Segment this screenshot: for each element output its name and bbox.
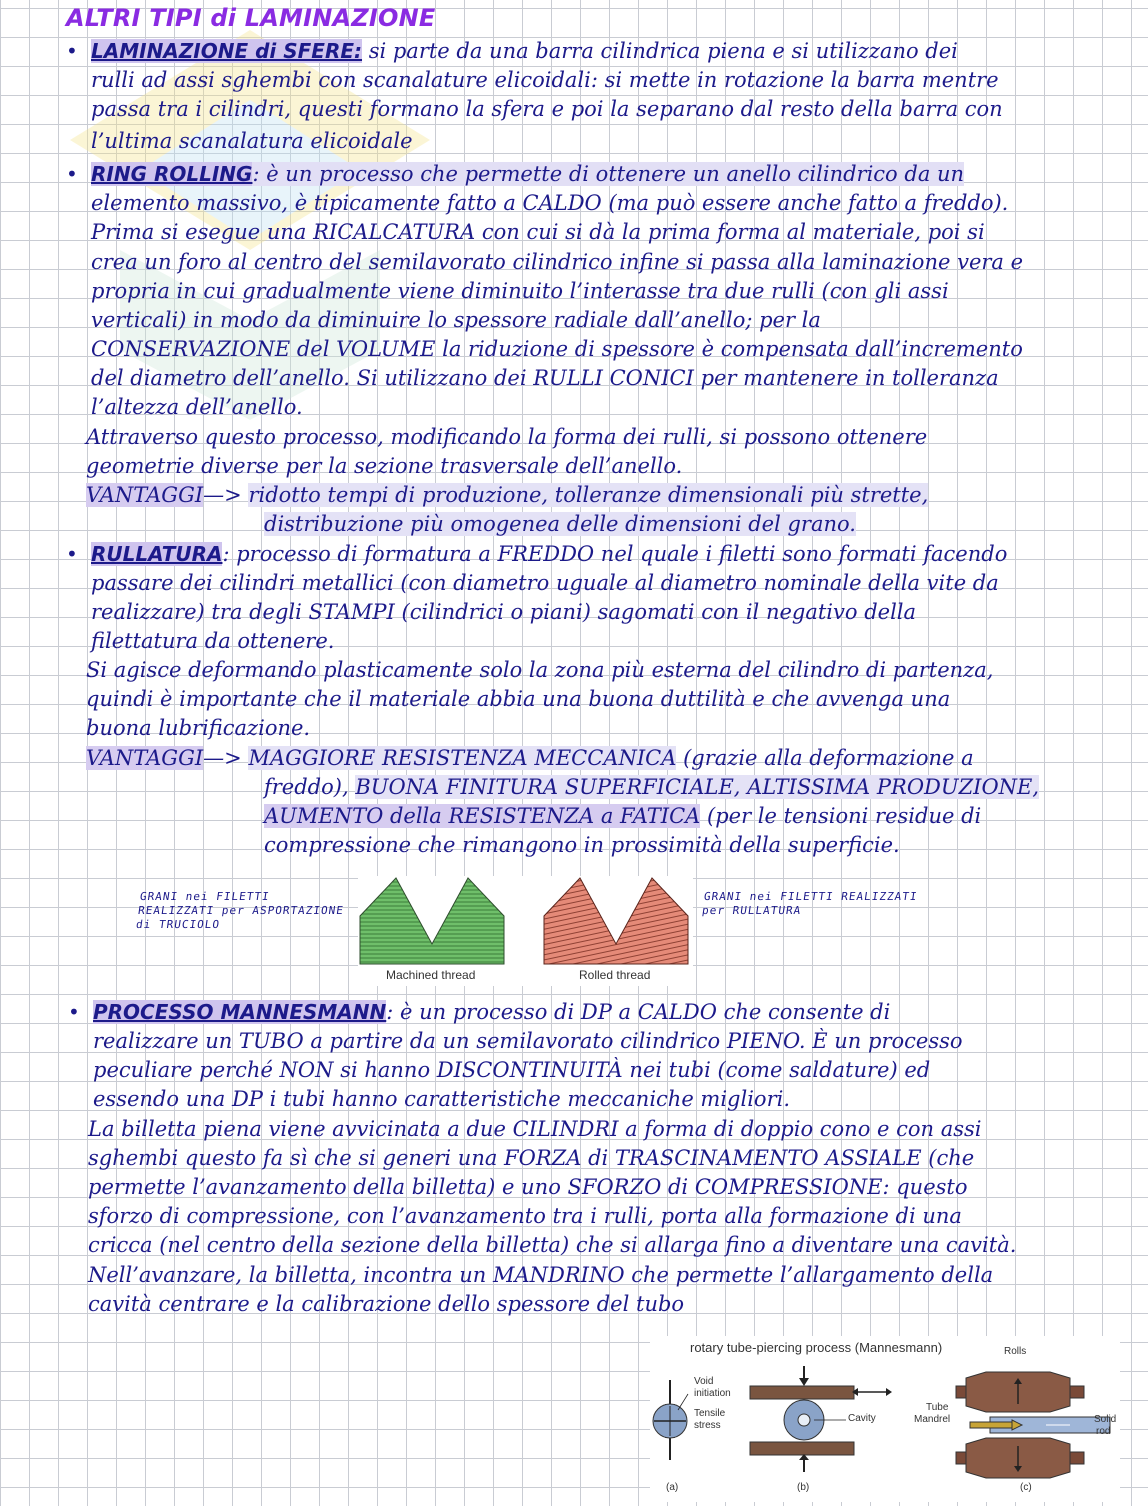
bullet: • (66, 542, 78, 566)
caption-machined-thread: Machined thread (386, 968, 476, 982)
term-ring-rolling: RING ROLLING (91, 162, 253, 186)
text-line: sforzo di compressione, con l’avanzamento tra i rulli, porta alla formazione di una (88, 1204, 962, 1228)
text: è un processo che permette di ottenere un anello cilindrico da un (259, 162, 965, 186)
text-line: crea un foro al centro del semilavorato cilindrico infine si passa alla laminazione vera e (91, 250, 1024, 274)
label-void: Void (694, 1376, 714, 1387)
label-c: (c) (1020, 1482, 1032, 1493)
diagram-b (746, 1366, 896, 1496)
text-line: l’ultima scanalatura elicoidale (91, 129, 413, 153)
bullet: • (68, 1000, 80, 1024)
bullet: • (66, 162, 78, 186)
text-line (264, 510, 856, 539)
text: ridotto tempi di produzione, tolleranze dimensionali più strette, (248, 483, 929, 507)
text-line: CONSERVAZIONE del VOLUME la riduzione di spessore è compensata dall’incremento (91, 337, 1023, 361)
arrow: —> (203, 746, 242, 770)
text-line: verticali) in modo da diminuire lo spessore radiale dall’anello; per la (91, 308, 821, 332)
note-line: GRANI nei FILETTI (139, 890, 271, 903)
text: processo di formatura a FREDDO nel quale i filetti sono formati facendo (229, 542, 1008, 566)
label-mandrel: Mandrel (914, 1414, 951, 1425)
text-line: propria in cui gradualmente viene diminuito l’interasse tra due rulli (con gli assi (91, 279, 949, 303)
text: MAGGIORE RESISTENZA MECCANICA (248, 746, 677, 770)
text: si parte da una barra cilindrica piena e si utilizzano dei (362, 39, 958, 63)
advantages-label: VANTAGGI (86, 483, 204, 507)
text-line (264, 802, 981, 831)
note-line: GRANI nei FILETTI REALIZZATI (703, 890, 919, 903)
text-line: Attraverso questo processo, modificando la forma dei rulli, si possono ottenere (86, 425, 928, 449)
text-line (91, 37, 958, 66)
text: (grazie alla deformazione a (676, 746, 974, 770)
rolled-thread-image (542, 876, 692, 966)
page-title: ALTRI TIPI di LAMINAZIONE (66, 4, 436, 32)
text-line: cricca (nel centro della sezione della billetta) che si allarga fino a diventare una cavità. (88, 1233, 1017, 1257)
text-line: quindi è importante che il materiale abbia una buona duttilità e che avvenga una (86, 687, 951, 711)
term-sfere: LAMINAZIONE di SFERE: (91, 39, 363, 63)
label-rolls: Rolls (1004, 1346, 1027, 1357)
term-mannesmann: PROCESSO MANNESMANN (93, 1000, 387, 1024)
diagram-c (950, 1358, 1120, 1498)
label-cavity: Cavity (848, 1413, 876, 1424)
text-line: l’altezza dell’anello. (91, 395, 303, 419)
text-line (264, 773, 1039, 802)
text-line: La billetta piena viene avvicinata a due CILINDRI a forma di doppio cono e con assi (88, 1117, 982, 1141)
text-line: Prima si esegue una RICALCATURA con cui si dà la prima forma al materiale, poi si (91, 220, 985, 244)
text: è un processo di DP a CALDO che consente di (393, 1000, 891, 1024)
text-line: cavità centrare e la calibrazione dello spessore del tubo (88, 1292, 685, 1316)
text: : (386, 1000, 394, 1024)
label-rod: rod (1096, 1426, 1111, 1437)
text-line: del diametro dell’anello. Si utilizzano dei RULLI CONICI per mantenere in tolleranza (91, 366, 999, 390)
advantages-label: VANTAGGI (86, 746, 204, 770)
caption-rolled-thread: Rolled thread (579, 968, 651, 982)
text: distribuzione più omogenea delle dimensioni del grano. (264, 512, 856, 536)
text: : (252, 162, 260, 186)
term-rullatura: RULLATURA (91, 542, 223, 566)
text-line: sghembi questo fa sì che si generi una FORZA di TRASCINAMENTO ASSIALE (che (88, 1146, 975, 1170)
label-initiation: initiation (694, 1388, 731, 1399)
text-line: passa tra i cilindri, questi formano la sfera e poi la separano dal resto della barra con (91, 97, 1003, 121)
label-b: (b) (797, 1482, 810, 1493)
text-line: rulli ad assi sghembi con scanalature elicoidali: si mette in rotazione la barra mentre (91, 68, 999, 92)
text: : (222, 542, 230, 566)
text-line (86, 744, 974, 773)
text-line: Si agisce deformando plasticamente solo la zona più esterna del cilindro di partenza, (86, 658, 994, 682)
label-a: (a) (666, 1482, 679, 1493)
diagram-title: rotary tube-piercing process (Mannesmann) (690, 1340, 943, 1355)
text-line: peculiare perché NON si hanno DISCONTINUITÀ nei tubi (come saldature) ed (93, 1058, 931, 1082)
thread-figure (358, 876, 693, 986)
handwritten-note-right (701, 890, 918, 918)
machined-thread-image (358, 876, 508, 966)
text: BUONA FINITURA SUPERFICIALE, ALTISSIMA PRODUZIONE, (355, 775, 1040, 799)
text-line (91, 540, 1007, 569)
arrow: —> (203, 483, 242, 507)
text-line: geometrie diverse per la sezione trasversale dell’anello. (86, 454, 683, 478)
text-line: filettatura da ottenere. (91, 629, 335, 653)
text-line: permette l’avanzamento della billetta) e uno SFORZO di COMPRESSIONE: questo (88, 1175, 968, 1199)
text-line: buona lubrificazione. (86, 716, 311, 740)
note-line: REALIZZATI per ASPORTAZIONE (137, 904, 345, 917)
bullet: • (66, 39, 78, 63)
note-line: per RULLATURA (701, 904, 803, 917)
text: (per le tensioni residue di (700, 804, 982, 828)
text-line (93, 998, 890, 1027)
label-tube: Tube (926, 1402, 949, 1413)
note-line: di TRUCIOLO (135, 918, 221, 931)
text: AUMENTO della RESISTENZA a FATICA (264, 804, 701, 828)
text-line: realizzare) tra degli STAMPI (cilindrici o piani) sagomati con il negativo della (91, 600, 917, 624)
label-tensile: Tensile (694, 1408, 726, 1419)
label-stress: stress (694, 1420, 721, 1431)
text-line: elemento massivo, è tipicamente fatto a CALDO (ma può essere anche fatto a freddo). (91, 191, 1009, 215)
text-line: Nell’avanzare, la billetta, incontra un MANDRINO che permette l’allargamento della (88, 1263, 994, 1287)
text-line (91, 160, 964, 189)
text-line: essendo una DP i tubi hanno caratteristiche meccaniche migliori. (93, 1087, 790, 1111)
label-solid: Solid (1094, 1414, 1117, 1425)
text-line (86, 481, 928, 510)
handwritten-note-left (135, 890, 347, 932)
text-line: realizzare un TUBO a partire da un semilavorato cilindrico PIENO. È un processo (93, 1029, 963, 1053)
text-line: compressione che rimangono in prossimità della superficie. (264, 833, 900, 857)
text: freddo), (264, 775, 356, 799)
text-line: passare dei cilindri metallici (con diametro uguale al diametro nominale della vite da (91, 571, 999, 595)
mannesmann-diagram (650, 1336, 1120, 1502)
